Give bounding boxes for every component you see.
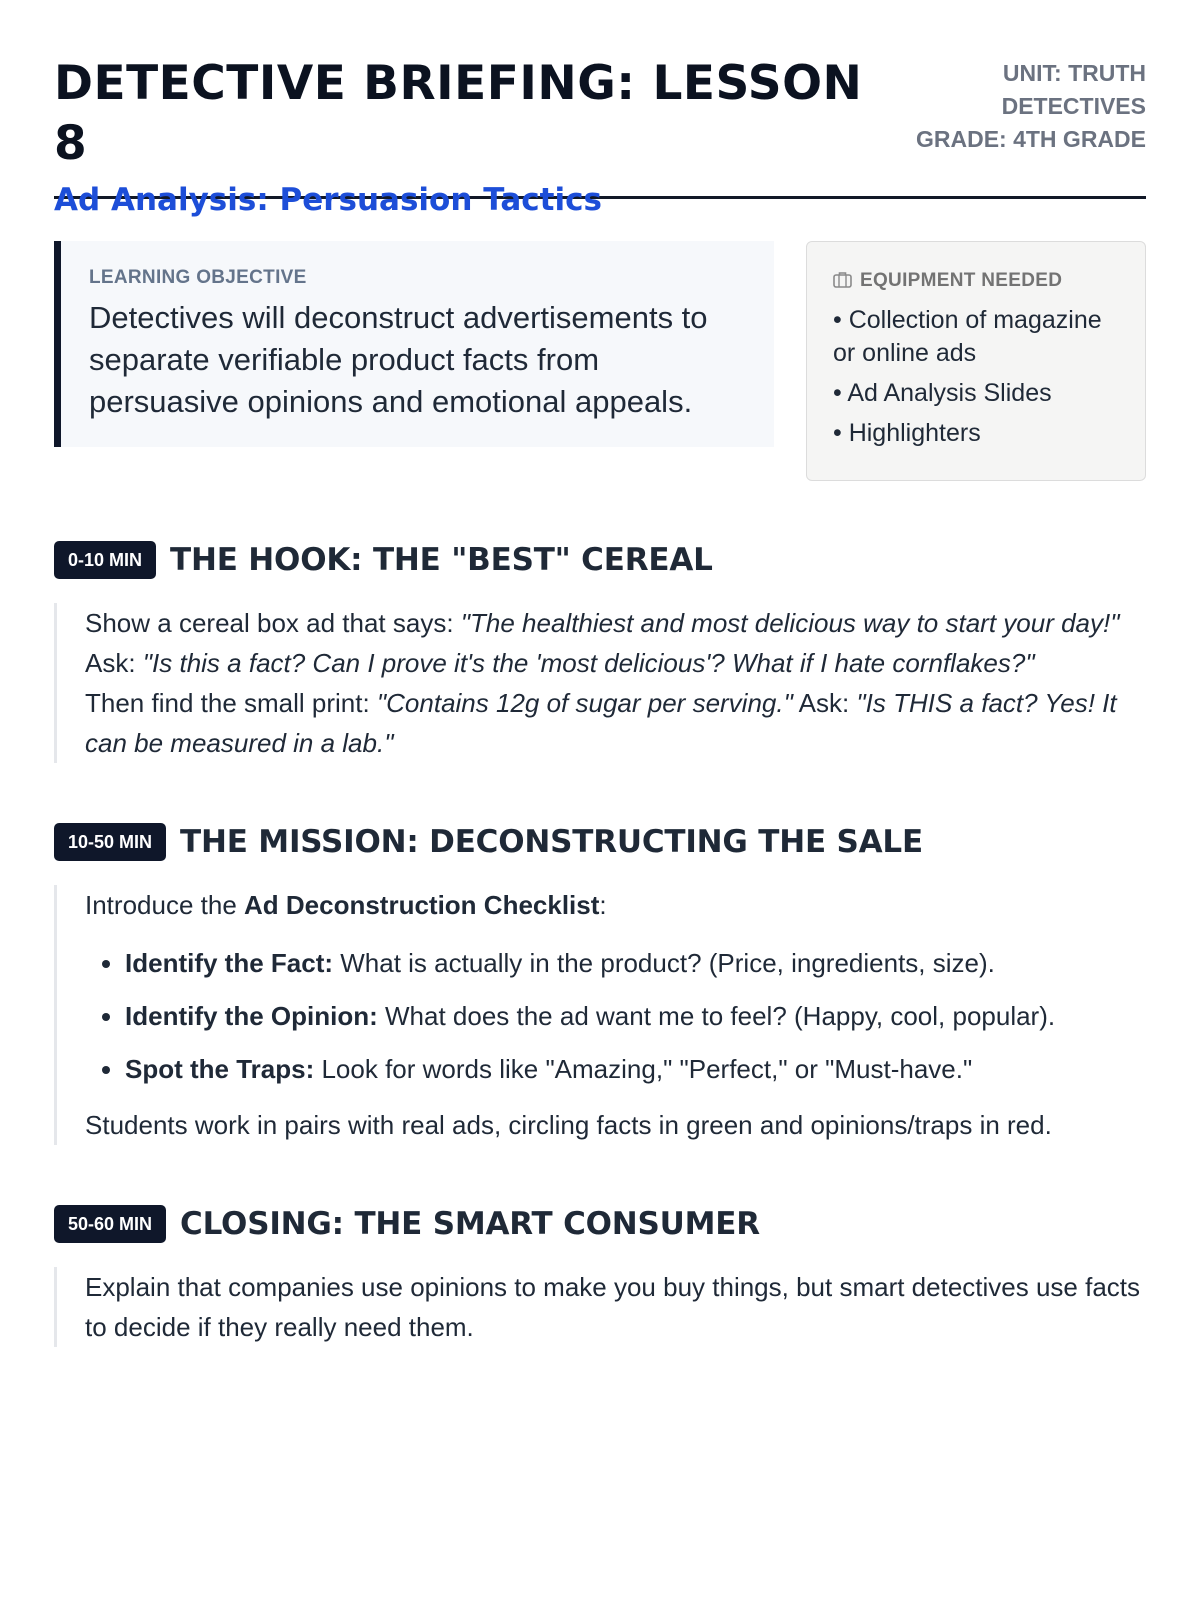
time-badge: 50-60 MIN: [54, 1205, 166, 1243]
objective-text: Detectives will deconstruct advertisements to separate verifiable product facts from persuasive opinions and emotional appeals.: [89, 300, 708, 419]
section-closing-body: [54, 1267, 1146, 1347]
section-hook-body: [54, 603, 1146, 763]
mission-intro: Introduce the Ad Deconstruction Checklist:: [85, 890, 607, 920]
list-item: • Highlighters: [833, 417, 1125, 450]
section-title: CLOSING: THE SMART CONSUMER: [180, 1206, 760, 1242]
unit-label: UNIT: TRUTH DETECTIVES: [1001, 60, 1146, 119]
page-subtitle: Ad Analysis: Persuasion Tactics: [54, 182, 602, 218]
lesson-meta: [906, 57, 1146, 156]
hook-paragraph-1: Show a cereal box ad that says: "The healthiest and most delicious way to start your day!" Ask: "Is this a fact? Can I prove it's the 'most delicious'? What if I hate cornflakes?": [85, 608, 1120, 678]
page-title: DETECTIVE BRIEFING: LESSON 8: [54, 56, 863, 171]
equipment-list: [833, 304, 1125, 450]
hook-paragraph-2: Then find the small print: "Contains 12g of sugar per serving." Ask: "Is THIS a fact? Yes! It can be measured in a lab.": [85, 688, 1117, 758]
briefcase-icon: [833, 271, 852, 292]
closing-paragraph: Explain that companies use opinions to make you buy things, but smart detectives use facts to decide if they really need them.: [85, 1272, 1141, 1342]
list-item: • Ad Analysis Slides: [833, 377, 1125, 410]
list-item: • Identify the Opinion: What does the ad want me to feel? (Happy, cool, popular).: [125, 996, 1146, 1036]
objective-label: LEARNING OBJECTIVE: [89, 267, 307, 288]
time-badge: 10-50 MIN: [54, 823, 166, 861]
section-hook-header: [54, 541, 1146, 579]
equipment-label: EQUIPMENT NEEDED: [860, 270, 1063, 291]
list-item: • Spot the Traps: Look for words like "Amazing," "Perfect," or "Must-have.": [125, 1049, 1146, 1089]
equipment-card: [806, 241, 1146, 481]
section-title: THE MISSION: DECONSTRUCTING THE SALE: [180, 824, 923, 860]
time-badge: 0-10 MIN: [54, 541, 156, 579]
list-item: • Collection of magazine or online ads: [833, 304, 1125, 370]
grade-label: GRADE: 4TH GRADE: [915, 126, 1146, 152]
mission-closing: Students work in pairs with real ads, circling facts in green and opinions/traps in red.: [85, 1110, 1052, 1140]
section-closing-header: [54, 1205, 1146, 1243]
section-mission-body: [54, 885, 1146, 1145]
info-row: [54, 241, 1146, 481]
ad-checklist: [85, 943, 1146, 1089]
learning-objective-card: [54, 241, 774, 447]
section-mission-header: [54, 823, 1146, 861]
header: [54, 0, 1146, 218]
list-item: • Identify the Fact: What is actually in the product? (Price, ingredients, size).: [125, 943, 1146, 983]
equipment-header: [833, 270, 1125, 292]
section-title: THE HOOK: THE "BEST" CEREAL: [170, 542, 713, 578]
